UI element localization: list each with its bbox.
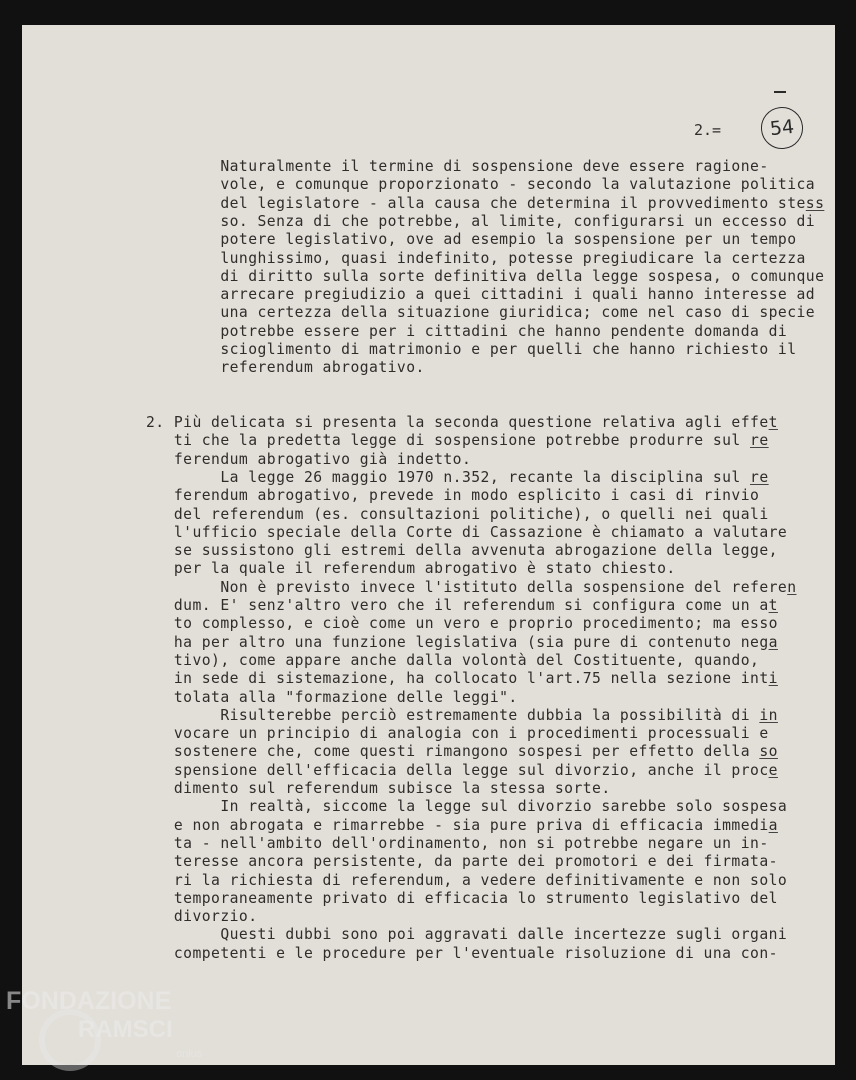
text-line: [146, 689, 518, 707]
page-number: 2.=: [694, 121, 722, 139]
line-text: in sede di sistemazione, ha collocato l'art.75 nella sezione int: [146, 670, 769, 688]
underlined-syllable: n: [787, 578, 797, 596]
line-text: del referendum (es. consultazioni politiche), o quelli nei quali: [146, 505, 769, 523]
line-text: sostenere che, come questi rimangono sospesi per effetto della: [146, 743, 760, 761]
text-line: [146, 158, 769, 176]
text-line: [146, 250, 806, 268]
page-stamp: [759, 105, 805, 151]
line-text: ferendum abrogativo già indetto.: [146, 450, 472, 468]
line-text: vole, e comunque proporzionato - secondo la valutazione politica: [146, 176, 816, 194]
watermark-line1: FONDAZIONE: [6, 987, 172, 1015]
text-line: [146, 432, 769, 450]
line-text: tivo), come appare anche dalla volontà del Costituente, quando,: [146, 651, 760, 669]
text-line: [146, 579, 797, 597]
underlined-syllable: a: [768, 633, 778, 651]
line-text: dimento sul referendum subisce la stessa sorte.: [146, 780, 611, 797]
text-line: [146, 945, 778, 963]
text-line: [146, 890, 778, 908]
line-text: to complesso, e cioè come un vero e proprio procedimento; ma esso: [146, 615, 778, 633]
text-line: [146, 835, 769, 853]
text-line: [146, 743, 778, 761]
line-text: Naturalmente il termine di sospensione deve essere ragione-: [146, 158, 769, 175]
text-line: [146, 798, 787, 816]
line-text: Risulterebbe perciò estremamente dubbia la possibilità di: [146, 706, 760, 724]
text-line: [146, 780, 611, 798]
document-page: [22, 25, 835, 1065]
line-text: tolata alla "formazione delle leggi".: [146, 688, 518, 706]
line-text: spensione dell'efficacia della legge sul divorzio, anche il proc: [146, 761, 769, 779]
text-line: [146, 872, 787, 890]
text-line: [146, 268, 824, 286]
text-line: [146, 615, 778, 633]
line-text: lunghissimo, quasi indefinito, potesse pregiudicare la certezza: [146, 249, 806, 267]
stamp-mark: [774, 91, 786, 93]
text-line: [146, 597, 778, 615]
line-text: scioglimento di matrimonio e per quelli che hanno richiesto il: [146, 341, 797, 358]
text-line: [146, 341, 796, 359]
line-text: e non abrogata e rimarrebbe - sia pure priva di efficacia immedi: [146, 816, 769, 834]
text-line: [146, 817, 778, 835]
text-line: [146, 926, 787, 944]
text-line: [146, 670, 778, 688]
line-text: di diritto sulla sorte definitiva della legge sospesa, o comunque: [146, 267, 825, 285]
line-text: ha per altro una funzione legislativa (sia pure di contenuto neg: [146, 633, 769, 651]
line-text: Questi dubbi sono poi aggravati dalle incertezze sugli organi: [146, 926, 788, 944]
text-line: [146, 652, 759, 670]
line-text: per la quale il referendum abrogativo è stato chiesto.: [146, 560, 676, 578]
text-line: [146, 451, 471, 469]
text-line: [146, 487, 759, 505]
line-text: arrecare pregiudizio a quei cittadini i quali hanno interesse ad: [146, 286, 816, 304]
text-line: [146, 707, 778, 725]
text-line: [146, 304, 815, 322]
text-line: [146, 213, 815, 231]
text-line: [146, 634, 778, 652]
line-text: se sussistono gli estremi della avvenuta abrogazione della legge,: [146, 542, 778, 560]
underlined-syllable: t: [768, 414, 778, 431]
line-text: ti che la predetta legge di sospensione potrebbe produrre sul: [146, 432, 751, 450]
text-line: [146, 908, 258, 926]
line-text: ferendum abrogativo, prevede in modo esplicito i casi di rinvio: [146, 487, 760, 505]
line-text: una certezza della situazione giuridica; come nel caso di specie: [146, 304, 816, 322]
stamp-number: 54: [768, 115, 796, 141]
text-line: [146, 762, 778, 780]
line-text: ta - nell'ambito dell'ordinamento, non si potrebbe negare un in-: [146, 834, 769, 852]
line-text: competenti e le procedure per l'eventuale risoluzione di una con-: [146, 944, 778, 962]
underlined-syllable: ss: [805, 194, 825, 212]
text-line: [146, 725, 769, 743]
line-text: l'ufficio speciale della Corte di Cassazione è chiamato a valutare: [146, 523, 788, 541]
text-line: [146, 231, 796, 249]
line-text: Non è previsto invece l'istituto della sospensione del refere: [146, 578, 788, 596]
line-text: In realtà, siccome la legge sul divorzio sarebbe solo sospesa: [146, 798, 788, 816]
line-text: vocare un principio di analogia con i procedimenti processuali e: [146, 725, 769, 743]
text-line: [146, 323, 787, 341]
line-text: ri la richiesta di referendum, a vedere definitivamente e non solo: [146, 871, 788, 889]
watermark-line2: RAMSCI: [78, 1016, 173, 1043]
line-text: del legislatore - alla causa che determina il provvedimento ste: [146, 194, 806, 212]
line-text: divorzio.: [146, 908, 258, 926]
line-text: so. Senza di che potrebbe, al limite, configurarsi un eccesso di: [146, 212, 816, 230]
line-text: teresse ancora persistente, da parte dei promotori e dei firmata-: [146, 853, 778, 871]
text-line: [146, 506, 769, 524]
underlined-syllable: i: [768, 670, 778, 688]
underlined-syllable: so: [759, 743, 778, 761]
text-line: [146, 542, 778, 560]
line-text: La legge 26 maggio 1970 n.352, recante la disciplina sul: [146, 468, 751, 486]
line-text: potere legislativo, ove ad esempio la sospensione per un tempo: [146, 231, 797, 249]
text-line: [146, 359, 425, 377]
text-line: [146, 560, 676, 578]
text-line: [146, 195, 824, 213]
underlined-syllable: re: [750, 468, 769, 486]
line-text: dum. E' senz'altro vero che il referendum si configura come un a: [146, 597, 769, 614]
text-line: [146, 469, 769, 487]
underlined-syllable: re: [750, 432, 769, 450]
underlined-syllable: e: [768, 761, 778, 779]
underlined-syllable: a: [768, 816, 778, 834]
text-line: [146, 524, 787, 542]
underlined-syllable: in: [759, 706, 778, 724]
line-text: referendum abrogativo.: [146, 359, 425, 377]
line-text: potrebbe essere per i cittadini che hanno pendente domanda di: [146, 322, 788, 340]
text-line: [146, 176, 815, 194]
line-text: temporaneamente privato di efficacia lo strumento legislativo del: [146, 889, 778, 907]
text-line: [146, 414, 778, 432]
text-line: [146, 853, 778, 871]
watermark-line3: onlus: [176, 1048, 203, 1060]
text-line: [146, 286, 815, 304]
underlined-syllable: t: [768, 597, 778, 614]
line-text: 2. Più delicata si presenta la seconda questione relativa agli effe: [146, 414, 769, 431]
